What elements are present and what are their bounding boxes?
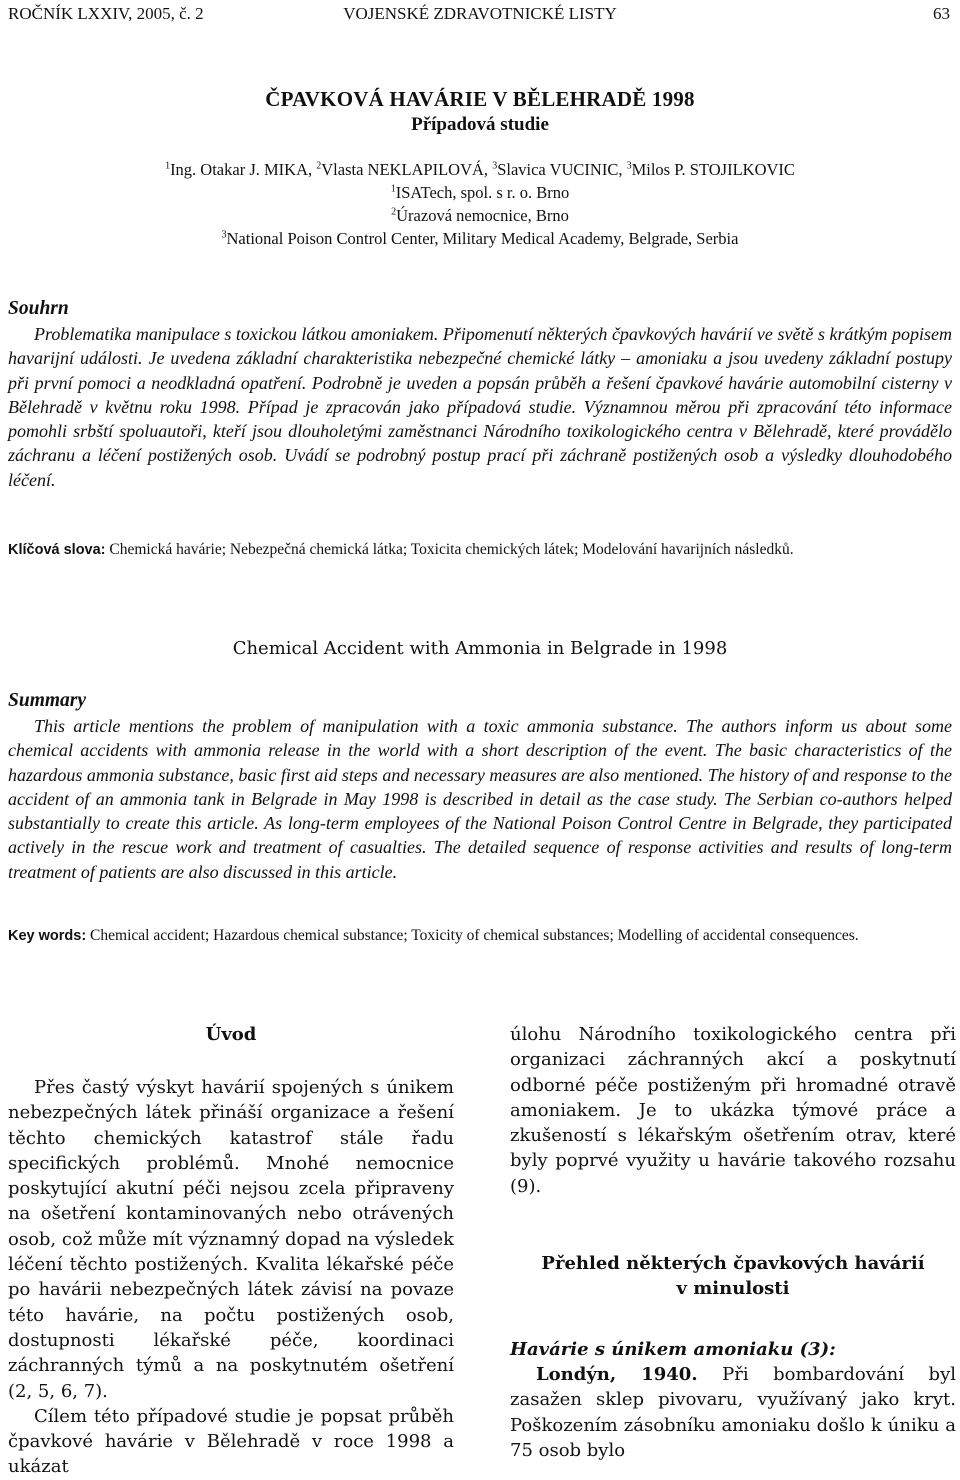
english-abstract-heading: Summary (8, 690, 87, 711)
intro-heading: Úvod (205, 1024, 257, 1045)
czech-keywords (8, 540, 952, 560)
affiliation-marker: 2 (316, 160, 322, 172)
running-header (8, 2, 952, 26)
affiliation-marker: 2 (391, 206, 397, 218)
english-abstract (8, 688, 952, 884)
english-title: Chemical Accident with Ammonia in Belgrade in 1998 (232, 638, 728, 659)
article-title: ČPAVKOVÁ HAVÁRIE V BĚLEHRADĚ 1998 (265, 87, 695, 111)
czech-abstract (8, 296, 952, 492)
czech-abstract-text: Problematika manipulace s toxickou látkou amoniakem. Připomenutí některých čpavkových havárií ve světě s krátkým popisem havarijní události. Je uvedena základní charakteristika nebezpečné chemické látky – amoniaku a jsou uvedeny základní postupy při první pomoci a neodkladná opatření. Podrobně je uveden a popsán průběh a řešení čpavkové havárie automobilní cisterny v Bělehradě v květnu roku 1998. Případ je zpracován jako případová studie. Významnou měrou při zpracování této informace pomohli srbští spoluautoři, kteří jsou dlouholetými zaměstnanci Národního toxikologického centra v Bělehradě, které provádělo záchranu a léčení postižených osob. Uvádí se podrobný postup prací při záchraně postižených osob a výsledky dlouhodobého léčení. (8, 324, 952, 490)
intro-paragraph-2: Cílem této případové studie je popsat průběh čpavkové havárie v Bělehradě v roce 1998 a ukázat (8, 1405, 454, 1478)
author-list (0, 158, 960, 181)
london-text: Při bombardování byl zasažen sklep pivovaru, využívaný jako kryt. Poškozením zásobníku amoniaku došlo k úniku a 75 osob bylo (510, 1364, 956, 1461)
page-number: 63 (933, 4, 950, 23)
body-column-left (8, 1022, 454, 1480)
affiliation-marker: 1 (165, 160, 171, 172)
article-title-block (0, 86, 960, 137)
authors-block (0, 158, 960, 250)
body-column-right (510, 1022, 956, 1463)
affiliation-marker: 1 (390, 183, 396, 195)
czech-keywords-text: Chemická havárie; Nebezpečná chemická látka; Toxicita chemických látek; Modelování havarijních následků. (109, 541, 794, 558)
affiliation-1: $^1$ISATech, spol. s r. o. Brno (390, 183, 570, 202)
czech-abstract-heading: Souhrn (8, 298, 69, 319)
section-heading-line-1: Přehled některých čpavkových havárií (541, 1253, 925, 1275)
subsection-heading: Havárie s únikem amoniaku (3): (510, 1339, 836, 1361)
london-lead: Londýn, 1940. (536, 1364, 698, 1386)
london-paragraph (510, 1362, 956, 1463)
affiliation-marker: 3 (492, 160, 498, 172)
author-name: Vlasta NEKLAPILOVÁ, (321, 160, 489, 179)
author-name: Slavica VUCINIC, (497, 160, 623, 179)
czech-keywords-label: Klíčová slova: (8, 542, 106, 558)
section-heading (510, 1251, 956, 1301)
intro-paragraph-1: Přes častý výskyt havárií spojených s únikem nebezpečných látek přináší organizace a řešení těchto chemických katastrof stále řadu specifických problémů. Mnohé nemocnice poskytující akutní péči nejsou zcela připraveny na ošetření kontaminovaných nebo otrávených osob, což může mít významný dopad na výsledek léčení těchto postižených. Kvalita lékařské péče po havárii nebezpečných látek závisí na povaze této havárie, na počtu postižených osob, dostupnosti lékařské péče, koordinaci záchranných týmů a na poskytnutém ošetření (2, 5, 6, 7). (8, 1077, 454, 1402)
continued-paragraph: úlohu Národního toxikologického centra při organizaci záchranných akcí a poskytnutí odborné péče postiženým při hromadné otravě amoniakem. Je to ukázka týmové práce a zkušeností s lékařským ošetřením otrav, které byly poprvé využity u havárie takového rozsahu (9). (510, 1024, 956, 1197)
affiliation-2: $^2$Úrazová nemocnice, Brno (391, 206, 569, 225)
article-subtitle: Případová studie (411, 114, 549, 135)
affiliation-marker: 3 (626, 160, 632, 172)
english-abstract-text: This article mentions the problem of manipulation with a toxic ammonia substance. The authors inform us about some chemical accidents with ammonia release in the world with a short description of the event. The basic characteristics of the hazardous ammonia substance, basic first aid steps and necessary measures are also mentioned. The history of and response to the accident of an ammonia tank in Belgrade in May 1998 is described in detail as the case study. The Serbian co-authors helped substantially to create this article. As long-term employees of the National Poison Control Centre in Belgrade, they participated actively in the rescue work and treatment of casualties. The detailed sequence of response activities and results of long-term treatment of patients are also discussed in this article. (8, 716, 952, 882)
journal-volume: ROČNÍK LXXIV, 2005, č. 2 (8, 4, 204, 23)
english-keywords-text: Chemical accident; Hazardous chemical substance; Toxicity of chemical substances; Modelling of accidental consequences. (90, 927, 859, 944)
section-heading-line-2: v minulosti (676, 1278, 790, 1300)
english-keywords (8, 926, 952, 946)
english-keywords-label: Key words: (8, 928, 87, 944)
affiliation-marker: 3 (221, 229, 227, 241)
journal-name: VOJENSKÉ ZDRAVOTNICKÉ LISTY (343, 4, 617, 23)
affiliation-3: $^3$National Poison Control Center, Military Medical Academy, Belgrade, Serbia (221, 229, 739, 248)
author-name: Milos P. STOJILKOVIC (631, 160, 795, 179)
author-name: Ing. Otakar J. MIKA, (170, 160, 313, 179)
